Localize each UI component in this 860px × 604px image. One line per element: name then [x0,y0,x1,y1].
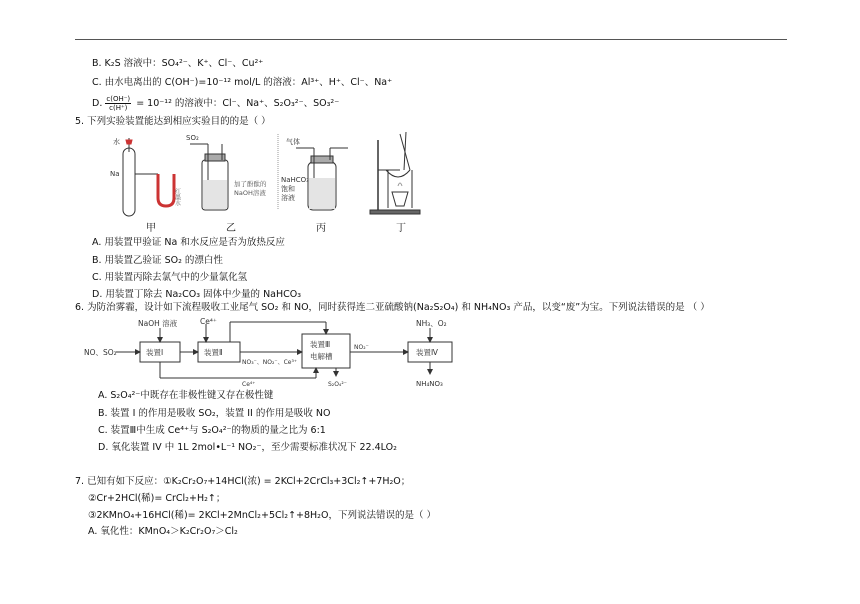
flow-input: NO、SO₂ [84,348,117,357]
label-nahco3-1: NaHCO₃ [281,176,309,184]
q7-reaction-3: ③2KMnO₄+16HCl(稀)= 2KCl+2MnCl₂+5Cl₂↑+8H₂O，下列说法错误的是（ ） [88,510,436,521]
label-nahco3-2: 饱和 [281,185,295,193]
q6-flow-diagram [80,316,480,388]
apparatus-ding [370,132,420,214]
q6-stem: 6. 为防治雾霾，设计如下流程吸收工业尾气 SO₂ 和 NO，同时获得连二亚硫酸钠(Na₂S₂O₄) 和 NH₄NO₃ 产品，以变“废”为宝。下列说法错误的是 （ ） [75,302,710,313]
q4-option-d-label: D. [92,98,103,109]
q6-option-d: D. 氧化装置 IV 中 1L 2mol•L⁻¹ NO₂⁻，至少需要标准状况下 22.4LO₂ [98,442,397,453]
flow-product: NH₄NO₃ [416,380,443,388]
q5-option-a: A. 用装置甲验证 Na 和水反应是否为放热反应 [92,237,285,248]
label-so2: SO₂ [186,134,199,142]
q4-option-d-text: = 10⁻¹² 的溶液中：Cl⁻、Na⁺、S₂O₃²⁻、SO₃²⁻ [136,98,340,109]
q7-reaction-2: ②Cr+2HCl(稀)= CrCl₂+H₂↑； [88,493,226,504]
device-3-electrolyzer: 电解槽 [310,352,333,361]
app-label-jia: 甲 [146,223,156,234]
fraction-denominator: c(H⁺) [109,104,128,112]
q5-stem: 5. 下列实验装置能达到相应实验目的的是（ ） [75,116,271,127]
device-4: 装置Ⅳ [416,348,438,357]
app-label-bing: 丙 [316,223,326,234]
q6-option-a: A. S₂O₄²⁻中既存在非极性键又存在极性键 [98,390,274,401]
q7-option-a: A. 氧化性：KMnO₄＞K₂Cr₂O₇＞Cl₂ [88,526,238,537]
label-phenol-1: 加了酚酞的 [234,180,267,188]
apparatus-yi [190,144,228,210]
device-2: 装置Ⅱ [204,348,223,357]
q4-option-d-fraction [105,95,131,112]
label-phenol-2: NaOH溶液 [234,189,266,197]
q4-option-c: C. 由水电离出的 C(OH⁻)=10⁻¹² mol/L 的溶液：Al³⁺、H⁺、Cl⁻、Na⁺ [92,77,393,88]
app-label-yi: 乙 [226,223,236,234]
q5-option-d: D. 用装置丁除去 Na₂CO₃ 固体中少量的 NaHCO₃ [92,289,302,300]
flow-mid: NO₃⁻、NO₂⁻、Ce³⁺ [242,359,298,366]
q6-option-b: B. 装置 I 的作用是吸收 SO₂，装置 II 的作用是吸收 NO [98,408,331,419]
header-rule [75,39,787,40]
flow-s2o4: S₂O₄²⁻ [328,381,347,388]
label-nahco3-3: 溶液 [281,194,295,202]
q6-option-c: C. 装置Ⅲ中生成 Ce⁴⁺与 S₂O₄²⁻的物质的量之比为 6:1 [98,425,326,436]
flow-no2: NO₂⁻ [354,344,369,351]
flow-ce4-return: Ce⁴⁺ [242,381,256,388]
q4-option-b: B. K₂S 溶液中：SO₄²⁻、K⁺、Cl⁻、Cu²⁺ [92,58,264,69]
device-3: 装置Ⅲ [310,340,331,349]
q5-option-b: B. 用装置乙验证 SO₂ 的漂白性 [92,255,223,266]
q7-stem: 7. 已知有如下反应：①K₂Cr₂O₇+14HCl(浓) = 2KCl+2CrCl₃+3Cl₂↑+7H₂O； [75,476,411,487]
device-1: 装置Ⅰ [146,348,164,357]
flow-ce4: Ce⁴⁺ [200,317,217,326]
q4-option-d [92,95,339,112]
label-gas: 气体 [286,138,300,146]
label-red-ink: 红墨水 [173,188,181,206]
label-na: Na [110,170,120,178]
q5-option-c: C. 用装置丙除去氯气中的少量氯化氢 [92,272,248,283]
q5-apparatus-figure [100,130,440,220]
app-label-ding: 丁 [396,223,406,234]
flow-nh3-o2: NH₃、O₂ [416,319,447,328]
flow-naoh: NaOH 溶液 [138,319,178,328]
label-water: 水 [113,138,120,146]
fraction-numerator: c(OH⁻) [106,95,131,103]
